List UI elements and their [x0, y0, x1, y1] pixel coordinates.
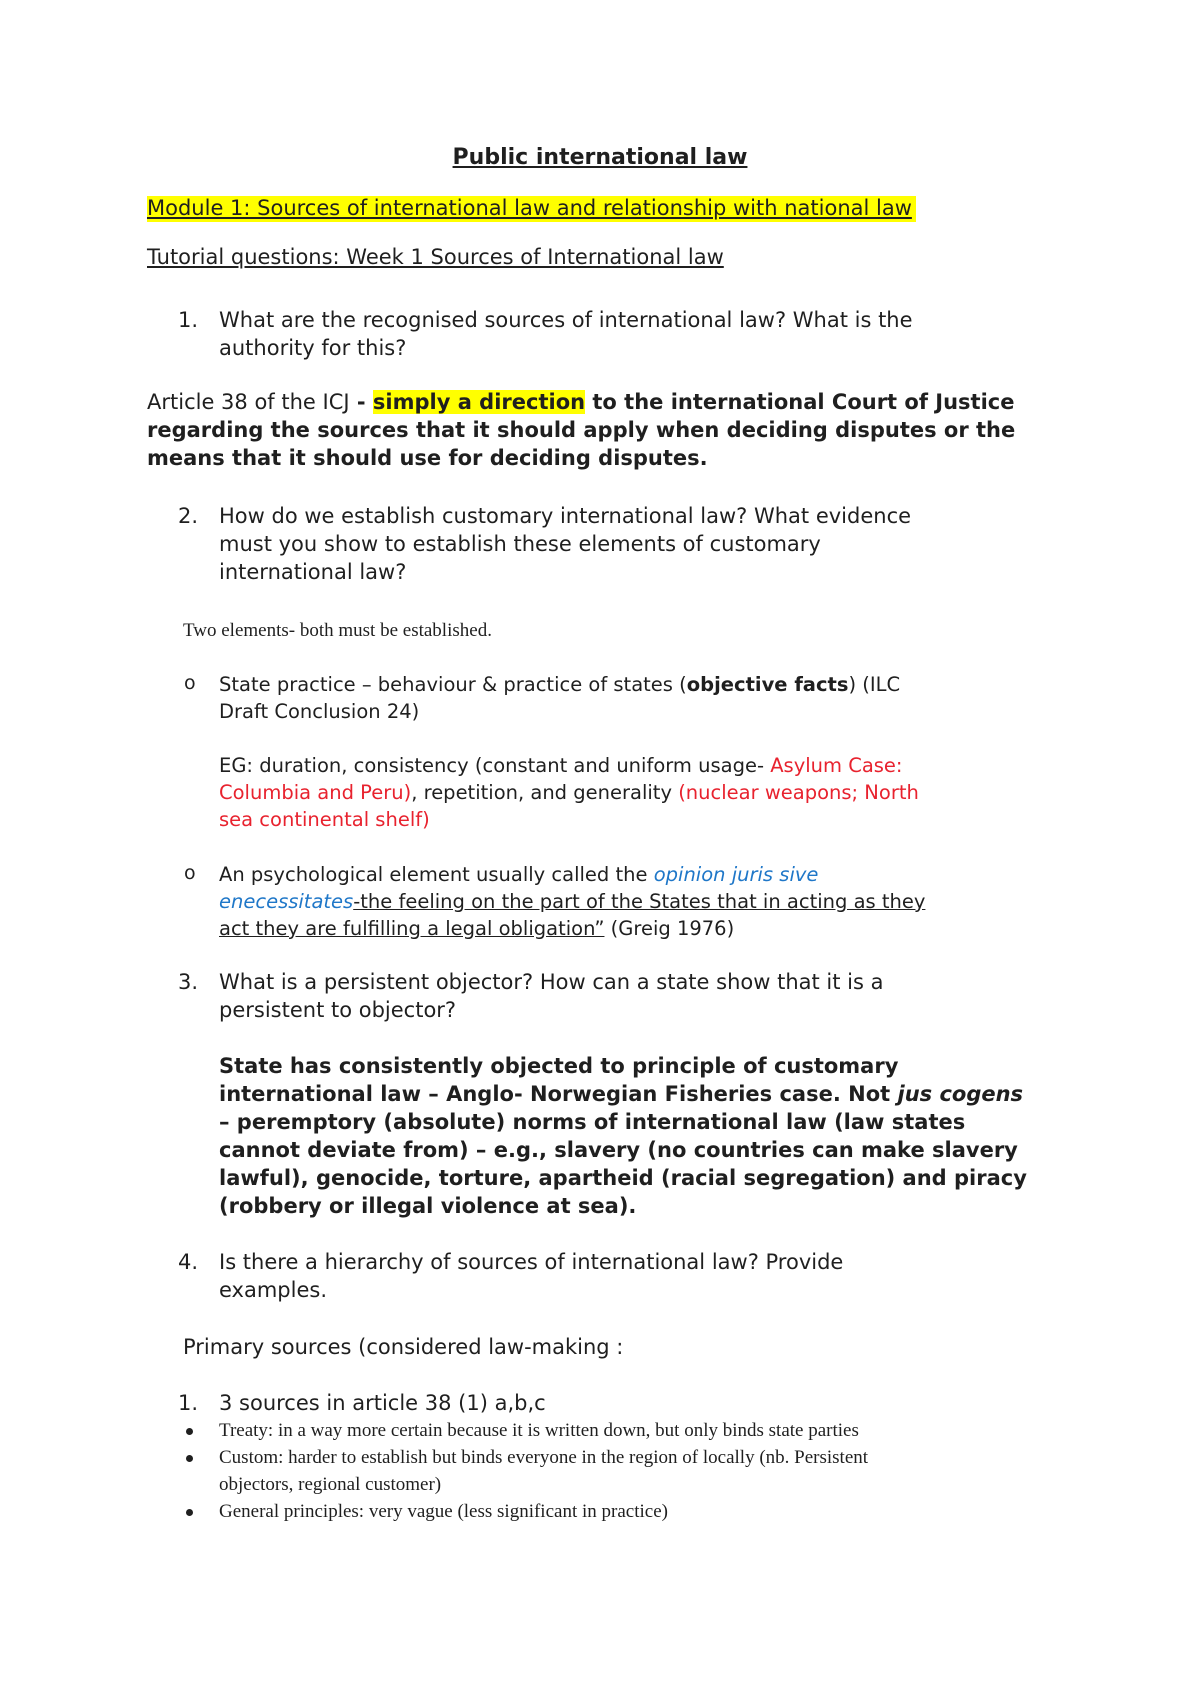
greig-citation: (Greig 1976) [604, 917, 735, 940]
asylum-case-ref: Asylum Case: [770, 754, 903, 777]
question-4-line: examples. [219, 1278, 328, 1302]
opinion-juris-term: enecessitates [219, 890, 354, 913]
answer-1 [147, 388, 1067, 472]
question-2-line: must you show to establish these elements of customary [219, 532, 821, 556]
answer-1-highlight: simply a direction [372, 390, 586, 414]
hollow-bullet-icon: o [184, 862, 196, 884]
question-1-number: 1. [178, 308, 199, 332]
examples-line [219, 752, 1059, 779]
answer-1-article: Article 38 of the ICJ [147, 390, 350, 414]
jus-cogens-term: jus cogens [897, 1082, 1024, 1106]
psych-text: An psychological element usually called the [219, 863, 654, 886]
psych-line [219, 915, 1059, 942]
examples-line: sea continental shelf) [219, 808, 430, 831]
answer-3-line: State has consistently objected to principle of customary [219, 1054, 899, 1078]
bullet-general-principles: General principles: very vague (less significant in practice) [219, 1501, 668, 1522]
question-2-line: international law? [219, 560, 407, 584]
answer-3-line: – peremptory (absolute) norms of international law (law states [219, 1110, 966, 1134]
bullet-icon [186, 1428, 193, 1435]
bullet-custom: Custom: harder to establish but binds everyone in the region of locally (nb. Persistent [219, 1447, 869, 1468]
question-1-text [219, 306, 1059, 362]
question-3-line: What is a persistent objector? How can a state show that it is a [219, 970, 884, 994]
answer-3-line: lawful), genocide, torture, apartheid (racial segregation) and piracy [219, 1166, 1027, 1190]
asylum-case-ref: Columbia and Peru) [219, 781, 412, 804]
answer-3-line [219, 1080, 1059, 1108]
answer-1-rest: to the international Court of Justice [585, 390, 1015, 414]
bullet-custom-cont: objectors, regional customer) [219, 1474, 442, 1495]
module-heading: Module 1: Sources of international law and relationship with national law [147, 196, 916, 222]
answer-1-dash: - [349, 390, 373, 414]
question-1-line: authority for this? [219, 336, 407, 360]
psych-line [219, 888, 1059, 915]
psych-line [219, 861, 1059, 888]
hollow-bullet-icon: o [184, 672, 196, 694]
examples-text: , repetition, and generality [411, 781, 679, 804]
primary-sources-heading: Primary sources (considered law-making : [183, 1335, 624, 1359]
question-2-text [219, 502, 1059, 586]
question-3-line: persistent to objector? [219, 998, 457, 1022]
question-2-number: 2. [178, 504, 199, 528]
answer-1-line: regarding the sources that it should apply when deciding disputes or the [147, 418, 1016, 442]
state-practice-item [219, 671, 1059, 725]
question-3-number: 3. [178, 970, 199, 994]
state-practice-line: Draft Conclusion 24) [219, 700, 420, 723]
two-elements-note: Two elements- both must be established. [183, 620, 492, 641]
question-1-line: What are the recognised sources of international law? What is the [219, 308, 913, 332]
answer-3-text: international law – Anglo- Norwegian Fisheries case. Not [219, 1082, 898, 1106]
nuclear-weapons-ref: (nuclear weapons; North [678, 781, 919, 804]
answer-3-line: (robbery or illegal violence at sea). [219, 1194, 637, 1218]
state-practice-suffix: ) (ILC [848, 673, 901, 696]
psych-quote: -the feeling on the part of the States that in acting as they [353, 890, 926, 913]
list-1-text: 3 sources in article 38 (1) a,b,c [219, 1391, 546, 1415]
answer-1-line [147, 388, 1067, 416]
state-practice-text: State practice – behaviour & practice of states ( [219, 673, 687, 696]
examples-paragraph [219, 752, 1059, 833]
answer-1-line: means that it should use for deciding disputes. [147, 446, 708, 470]
examples-line [219, 779, 1059, 806]
tutorial-heading: Tutorial questions: Week 1 Sources of International law [147, 245, 724, 269]
answer-3-line: cannot deviate from) – e.g., slavery (no countries can make slavery [219, 1138, 1018, 1162]
bullet-icon [186, 1509, 193, 1516]
page-title: Public international law [452, 145, 748, 170]
question-4-number: 4. [178, 1250, 199, 1274]
opinion-juris-term: opinion juris sive [653, 863, 819, 886]
question-4-text [219, 1248, 1059, 1304]
answer-3 [219, 1052, 1059, 1220]
question-4-line: Is there a hierarchy of sources of international law? Provide [219, 1250, 844, 1274]
bullet-treaty: Treaty: in a way more certain because it is written down, but only binds state parties [219, 1420, 859, 1441]
bullet-icon [186, 1455, 193, 1462]
list-1-number: 1. [178, 1391, 199, 1415]
question-2-line: How do we establish customary international law? What evidence [219, 504, 912, 528]
examples-text: EG: duration, consistency (constant and uniform usage- [219, 754, 771, 777]
psych-quote: act they are fulfilling a legal obligation” [219, 917, 605, 940]
psychological-element-item [219, 861, 1059, 942]
question-3-text [219, 968, 1059, 1024]
objective-facts-label: objective facts [686, 673, 849, 696]
state-practice-line [219, 671, 1059, 698]
